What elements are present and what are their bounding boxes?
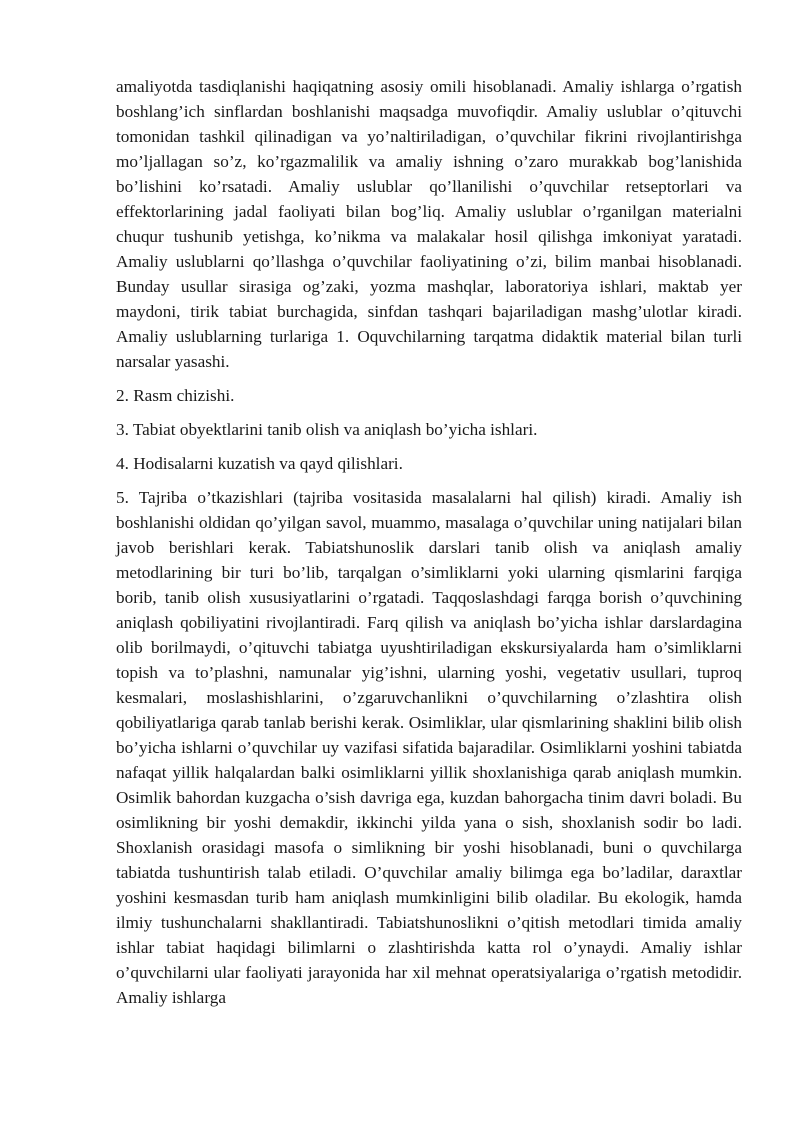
paragraph-3: 3. Tabiat obyektlarini tanib olish va aniqlash bo’yicha ishlari. bbox=[116, 420, 538, 439]
document-page bbox=[116, 74, 742, 1010]
paragraph-1: amaliyotda tasdiqlanishi haqiqatning asosiy omili hisoblanadi. Amaliy ishlarga o’rgatish boshlang’ich sinflardan boshlanishi maqsadga muvofiqdir. Amaliy uslublar o’qituvchi tomonidan tashkil qilinadigan va yo’naltiriladigan, o’quvchilar fikrini rivojlantirishga mo’ljallagan so’z, ko’rgazmalilik va amaliy ishning o’zaro murakkab bog’lanishida bo’lishini ko’rsatadi. Amaliy uslublar qo’llanilishi o’quvchilar retseptorlari va effektorlarining jadal faoliyati bilan bog’liq. Amaliy uslublar o’rganilgan materialni chuqur tushunib yetishga, ko’nikma va malakalar hosil qilishga imkoniyat yaratadi. Amaliy uslublarni qo’llashga o’quvchilar faoliyatining o’zi, bilim manbai hisoblanadi. Bunday usullar sirasiga og’zaki, yozma mashqlar, laboratoriya ishlari, maktab yer maydoni, tirik tabiat burchagida, sinfdan tashqari bajariladigan mashg’ulotlar kiradi. Amaliy uslublarning turlariga 1. Oquvchilarning tarqatma didaktik material bilan turli narsalar yasashi. bbox=[116, 77, 742, 371]
paragraph-5: 5. Tajriba o’tkazishlari (tajriba vositasida masalalarni hal qilish) kiradi. Amaliy ish boshlanishi oldidan qo’yilgan savol, muammo, masalaga o’quvchilar uning natijalari bilan javob berishlari kerak. Tabiatshunoslik darslari tanib olish va aniqlash amaliy metodlarining bir turi bo’lib, tarqalgan o’simliklarni yoki ularning qismlarini farqiga borib, tanib olish xususiyatlarini o’rgatadi. Taqqoslashdagi farqga borish o’quvchining aniqlash qobiliyatini rivojlantiradi. Farq qilish va aniqlash bo’yicha ishlar darslardagina olib borilmaydi, o’qituvchi tabiatga uyushtiriladigan ekskursiyalarda ham o’simliklarni topish va to’plashni, namunalar yig’ishni, ularning yoshi, vegetativ usullari, tuproq kesmalari, moslashishlarini, o’zgaruvchanlikni o’quvchilarning o’zlashtira olish qobiliyatlariga qarab tanlab berishi kerak. Osimliklar, ular qismlarining shaklini bilib olish bo’yicha ishlarni o’quvchilar uy vazifasi sifatida bajaradilar. Osimliklarni yoshini tabiatda nafaqat yillik halqalardan balki osimliklarni yillik shoxlanishiga qarab aniqlash mumkin. Osimlik bahordan kuzgacha o’sish davriga ega, kuzdan bahorgacha tinim davri boladi. Bu osimlikning bir yoshi demakdir, ikkinchi yilda yana o sish, shoxlanish sodir bo ladi. Shoxlanish orasidagi masofa o simlikning bir yoshi hisoblanadi, buni o quvchilarga tabiatda tushuntirish talab etiladi. O’quvchilar amaliy bilimga ega bo’ladilar, daraxtlar yoshini kesmasdan turib ham aniqlash mumkinligini bilib oladilar. Bu ekologik, hamda ilmiy tushunchalarni shakllantiradi. Tabiatshunoslikni o’qitish metodlari timida amaliy ishlar tabiat haqidagi bilimlarni o zlashtirishda katta rol o’ynaydi. Amaliy ishlar o’quvchilarni ular faoliyati jarayonida har xil mehnat operatsiyalariga o’rgatish metodidir. Amaliy ishlarga bbox=[116, 488, 742, 1007]
paragraph-2: 2. Rasm chizishi. bbox=[116, 386, 235, 405]
paragraph-4: 4. Hodisalarni kuzatish va qayd qilishlari. bbox=[116, 454, 403, 473]
